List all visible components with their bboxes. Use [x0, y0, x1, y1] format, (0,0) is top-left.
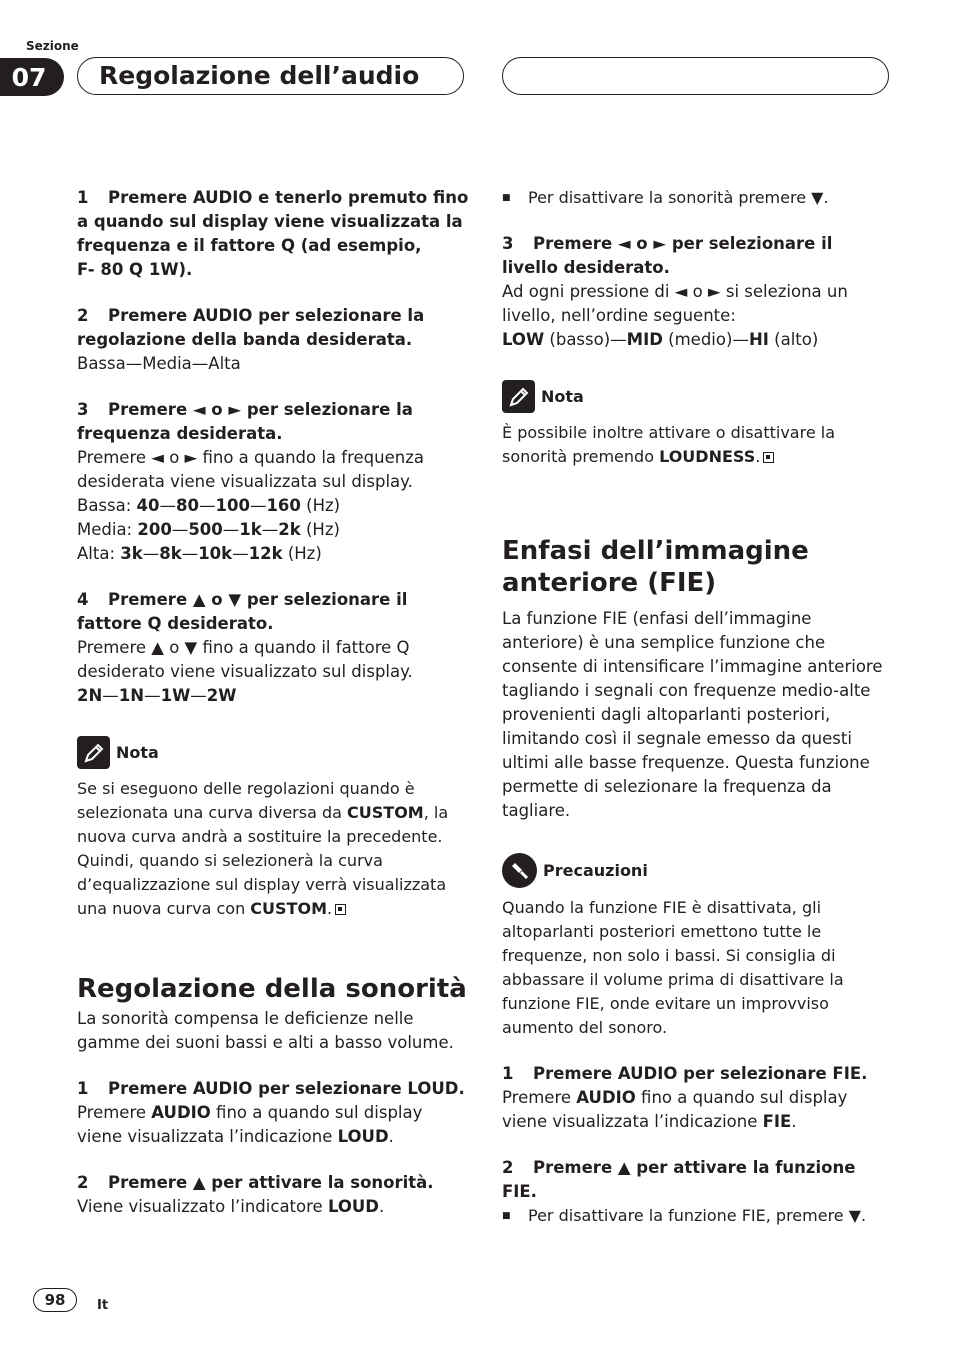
step-instruction: Premere AUDIO per selezionare LOUD. — [108, 1079, 465, 1098]
pencil-note-icon — [77, 736, 110, 769]
q-value: 1N — [118, 686, 145, 705]
step-number: 4 — [77, 590, 89, 609]
section-number-badge: 07 — [0, 58, 64, 96]
section-heading-fie: Enfasi dell’immagine anteriore (FIE) — [502, 536, 809, 598]
section-label: Sezione — [26, 39, 79, 53]
caution-text: Quando la funzione FIE è disattivata, gli altoparlanti posteriori emettono tutte le frequenze, non solo i bassi. Si consiglia di abbassare il volume prima di disattivare la funzione FIE, onde evitare un improvviso aumento del sonoro. — [502, 898, 844, 1037]
step — [502, 1156, 894, 1228]
step — [77, 1077, 469, 1149]
freq-value: 500 — [188, 520, 223, 539]
caution-hand-icon — [502, 853, 537, 888]
bullet-item: ■ Per disattivare la sonorità premere ▼. — [502, 186, 894, 210]
step-body: Ad ogni pressione di ◄ o ► si seleziona un livello, nell’ordine seguente: — [502, 282, 848, 325]
step-instruction-cont: F- 80 Q 1W). — [77, 260, 193, 279]
step-number: 1 — [77, 1079, 89, 1098]
loud-label: LOUD — [327, 1197, 379, 1216]
freq-value: 40 — [136, 496, 160, 515]
q-value: 1W — [160, 686, 191, 705]
fie-intro: La funzione FIE (enfasi dell’immagine anteriore) è una semplice funzione che consente di intensificare l’immagine anteriore tagliando i segnali con frequenze medio-alte provenienti dagli altoparlanti posteriori, limitando così il segnale emesso da questi ultimi alle basse frequenze. Questa funzione permette di selezionare la frequenza da tagliare. — [502, 609, 883, 820]
note-text-part: Se si eseguono delle regolazioni quando è selezionata una curva diversa da — [77, 779, 415, 822]
loudness-label: LOUDNESS — [659, 447, 756, 466]
step-instruction: Premere ◄ o ► per selezionare il livello desiderato. — [502, 234, 833, 277]
step-body-part: . — [791, 1112, 797, 1131]
freq-value: 3k — [120, 544, 143, 563]
q-values: 2N—1N—1W—2W — [77, 686, 237, 705]
level-desc: (alto) — [774, 330, 819, 349]
end-mark-icon — [335, 904, 346, 915]
note-text — [77, 777, 469, 921]
q-value: 2W — [206, 686, 237, 705]
note-text-part: . — [755, 447, 761, 466]
step — [77, 588, 469, 708]
note-text-part: È possibile inoltre attivare o disattivare la sonorità premendo — [502, 423, 835, 466]
freq-value: 80 — [176, 496, 199, 515]
step-number: 2 — [77, 306, 89, 325]
level-sequence: LOW (basso)—MID (medio)—HI (alto) — [502, 330, 819, 349]
freq-unit: (Hz) — [305, 520, 340, 539]
note-text — [502, 421, 894, 469]
step-body: Bassa—Media—Alta — [77, 354, 241, 373]
step — [502, 232, 894, 352]
pencil-note-icon — [502, 380, 535, 413]
custom-label: CUSTOM — [250, 899, 327, 918]
step-body-part: Viene visualizzato l’indicatore — [77, 1197, 328, 1216]
step-instruction: Premere AUDIO per selezionare la regolazione della banda desiderata. — [77, 306, 425, 349]
step-number: 3 — [502, 234, 514, 253]
step-instruction: Premere ▲ per attivare la funzione FIE. — [502, 1158, 856, 1201]
audio-label: AUDIO — [151, 1103, 211, 1122]
freq-row-media: Media: 200—500—1k—2k (Hz) — [77, 520, 340, 539]
step-number: 2 — [77, 1173, 89, 1192]
level-hi: HI — [748, 330, 769, 349]
note-heading — [502, 380, 894, 413]
level-mid: MID — [626, 330, 663, 349]
note-text-part: . — [327, 899, 333, 918]
end-mark-icon — [763, 452, 774, 463]
audio-label: AUDIO — [576, 1088, 636, 1107]
step-number: 3 — [77, 400, 89, 419]
step-number: 2 — [502, 1158, 514, 1177]
loud-label: LOUD — [337, 1127, 389, 1146]
freq-value: 100 — [215, 496, 250, 515]
step-body-part: Premere — [77, 1103, 152, 1122]
freq-label: Bassa: — [77, 496, 132, 515]
bullet-item: ■ Per disattivare la funzione FIE, premere ▼. — [502, 1204, 894, 1228]
step — [77, 398, 469, 566]
caution-title: Precauzioni — [543, 860, 648, 880]
caution-heading — [502, 853, 894, 888]
step-body — [77, 1195, 469, 1219]
loudness-intro: La sonorità compensa le deficienze nelle gamme dei suoni bassi e alti a basso volume. — [77, 1009, 454, 1052]
freq-row-bassa: Bassa: 40—80—100—160 (Hz) — [77, 496, 341, 515]
step — [77, 186, 469, 282]
freq-label: Alta: — [77, 544, 116, 563]
step-body: Premere ◄ o ► fino a quando la frequenza desiderata viene visualizzata sul display. — [77, 448, 424, 491]
note-heading — [77, 736, 469, 769]
section-heading-loudness: Regolazione della sonorità — [77, 974, 467, 1004]
level-desc: (basso) — [549, 330, 611, 349]
step-body — [502, 1086, 894, 1134]
step-instruction: Premere ▲ per attivare la sonorità. — [108, 1173, 434, 1192]
freq-value: 1k — [239, 520, 262, 539]
freq-value: 8k — [159, 544, 182, 563]
level-desc: (medio) — [668, 330, 733, 349]
note-title: Nota — [116, 742, 159, 762]
note-text-part: , la nuova curva andrà a sostituire la precedente. Quindi, quando si selezionerà la curva d’equalizzazione sul display verrà visualizzata una nuova curva con — [77, 803, 449, 918]
right-column — [502, 186, 894, 1228]
custom-label: CUSTOM — [347, 803, 424, 822]
step-body-part: fino a quando sul display viene visualizzata l’indicazione — [502, 1088, 848, 1131]
step-body-part: fino a quando sul display viene visualizzata l’indicazione — [77, 1103, 423, 1146]
freq-label: Media: — [77, 520, 133, 539]
step-body — [77, 1101, 469, 1149]
freq-unit: (Hz) — [287, 544, 322, 563]
freq-value: 160 — [266, 496, 301, 515]
language-code: It — [97, 1298, 109, 1313]
step-body-part: . — [378, 1197, 385, 1216]
header-empty-frame — [502, 57, 889, 95]
step-body: Premere ▲ o ▼ fino a quando il fattore Q desiderato viene visualizzato sul display. — [77, 638, 413, 681]
freq-value: 200 — [137, 520, 172, 539]
step — [77, 304, 469, 376]
level-low: LOW — [502, 330, 545, 349]
page-number: 98 — [33, 1288, 77, 1312]
freq-unit: (Hz) — [306, 496, 341, 515]
step-number: 1 — [502, 1064, 514, 1083]
note-title: Nota — [541, 386, 584, 406]
step-body-part: . — [388, 1127, 394, 1146]
step-instruction: Premere ◄ o ► per selezionare la frequenza desiderata. — [77, 400, 413, 443]
step — [502, 1062, 894, 1134]
left-column — [77, 186, 469, 1219]
step-instruction: Premere AUDIO e tenerlo premuto fino a quando sul display viene visualizzata la frequenza e il fattore Q (ad esempio, — [77, 188, 469, 255]
q-value: 2N — [77, 686, 103, 705]
freq-row-alta: Alta: 3k—8k—10k—12k (Hz) — [77, 544, 322, 563]
freq-value: 12k — [248, 544, 283, 563]
step-body-part: Premere — [502, 1088, 577, 1107]
freq-value: 10k — [198, 544, 233, 563]
fie-label: FIE — [762, 1112, 792, 1131]
step — [77, 1171, 469, 1219]
step-number: 1 — [77, 188, 89, 207]
freq-value: 2k — [278, 520, 301, 539]
step-instruction: Premere AUDIO per selezionare FIE. — [533, 1064, 868, 1083]
step-instruction: Premere ▲ o ▼ per selezionare il fattore Q desiderato. — [77, 590, 408, 633]
page-title: Regolazione dell’audio — [99, 61, 420, 90]
